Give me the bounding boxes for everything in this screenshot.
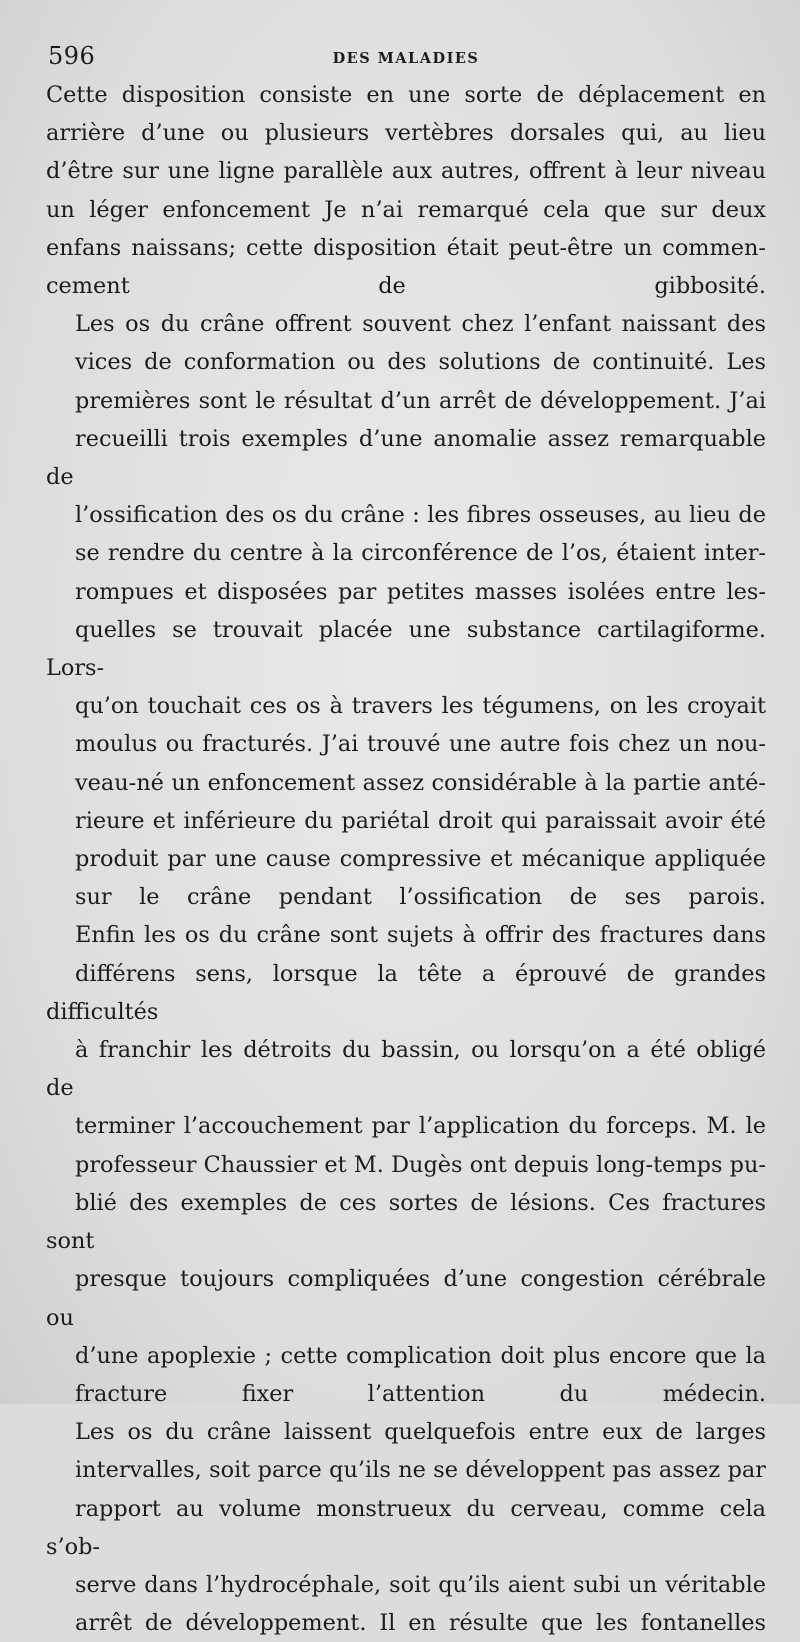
text-line: d’une apoplexie ; cette complication doit plus encore que la xyxy=(75,1342,766,1369)
text-line: serve dans l’hydrocéphale, soit qu’ils aient subi un véritable xyxy=(75,1571,766,1598)
text-line: presque toujours compliquées d’une congestion cérébrale ou xyxy=(46,1266,766,1331)
paragraph xyxy=(46,916,766,1413)
text-line: se rendre du centre à la circonférence de l’os, étaient inter- xyxy=(75,540,766,567)
text-line: Les os du crâne laissent quelquefois entre eux de larges xyxy=(75,1419,766,1446)
page-header xyxy=(46,42,766,78)
paragraph xyxy=(46,76,766,305)
text-line: arrêt de développement. Il en résulte que les fontanelles xyxy=(75,1610,766,1637)
text-line: premières sont le résultat d’un arrêt de développement. J’ai xyxy=(75,387,766,414)
text-line: blié des exemples de ces sortes de lésions. Ces fractures sont xyxy=(46,1189,766,1255)
text-line: moulus ou fracturés. J’ai trouvé une autre fois chez un nou- xyxy=(75,731,766,758)
text-line: à franchir les détroits du bassin, ou lorsqu’on a été obligé de xyxy=(46,1037,766,1102)
text-line: rieure et inférieure du pariétal droit qui paraissait avoir été xyxy=(75,807,766,834)
text-line: produit par une cause compressive et mécanique appliquée xyxy=(75,846,766,873)
text-line: quelles se trouvait placée une substance cartilagiforme. Lors- xyxy=(46,616,766,682)
text-line: veau-né un enfoncement assez considérable à la partie anté- xyxy=(75,769,766,796)
text-line: un léger enfoncement Je n’ai remarqué cela que sur deux xyxy=(46,196,766,223)
text-line: l’ossification des os du crâne : les fibres osseuses, au lieu de xyxy=(75,502,766,529)
text-line: recueilli trois exemples d’une anomalie assez remarquable de xyxy=(46,425,766,491)
text-line: d’être sur une ligne parallèle aux autres, offrent à leur niveau xyxy=(46,158,766,185)
text-line: Les os du crâne offrent souvent chez l’enfant naissant des xyxy=(75,311,766,338)
text-line: sur le crâne pendant l’ossification de ses parois. xyxy=(75,884,766,911)
text-line: rompues et disposées par petites masses isolées entre les- xyxy=(75,578,766,605)
text-line: cement de gibbosité. xyxy=(46,273,766,300)
text-line: Cette disposition consiste en une sorte de déplacement en xyxy=(46,82,766,108)
text-line: fracture fixer l’attention du médecin. xyxy=(75,1380,766,1407)
running-title: DES MALADIES xyxy=(332,50,480,67)
text-line: professeur Chaussier et M. Dugès ont depuis long-temps pu- xyxy=(75,1151,766,1178)
text-line: terminer l’accouchement par l’application du forceps. M. le xyxy=(75,1113,766,1140)
text-line: vices de conformation ou des solutions de continuité. Les xyxy=(75,349,766,376)
paragraph xyxy=(46,305,766,916)
page-number: 596 xyxy=(48,42,96,70)
text-line: arrière d’une ou plusieurs vertèbres dorsales qui, au lieu xyxy=(46,120,766,147)
text-line: Enfin les os du crâne sont sujets à offrir des fractures dans xyxy=(75,922,766,949)
text-line: différens sens, lorsque la tête a éprouvé de grandes difficultés xyxy=(46,960,766,1025)
text-line: intervalles, soit parce qu’ils ne se développent pas assez par xyxy=(75,1457,766,1484)
paragraph xyxy=(46,1413,766,1642)
text-line: qu’on touchait ces os à travers les tégumens, on les croyait xyxy=(75,693,766,720)
page-body xyxy=(46,76,766,1642)
text-line: rapport au volume monstrueux du cerveau, comme cela s’ob- xyxy=(46,1495,766,1560)
text-line: enfans naissans; cette disposition était peut-être un commen- xyxy=(46,234,766,261)
